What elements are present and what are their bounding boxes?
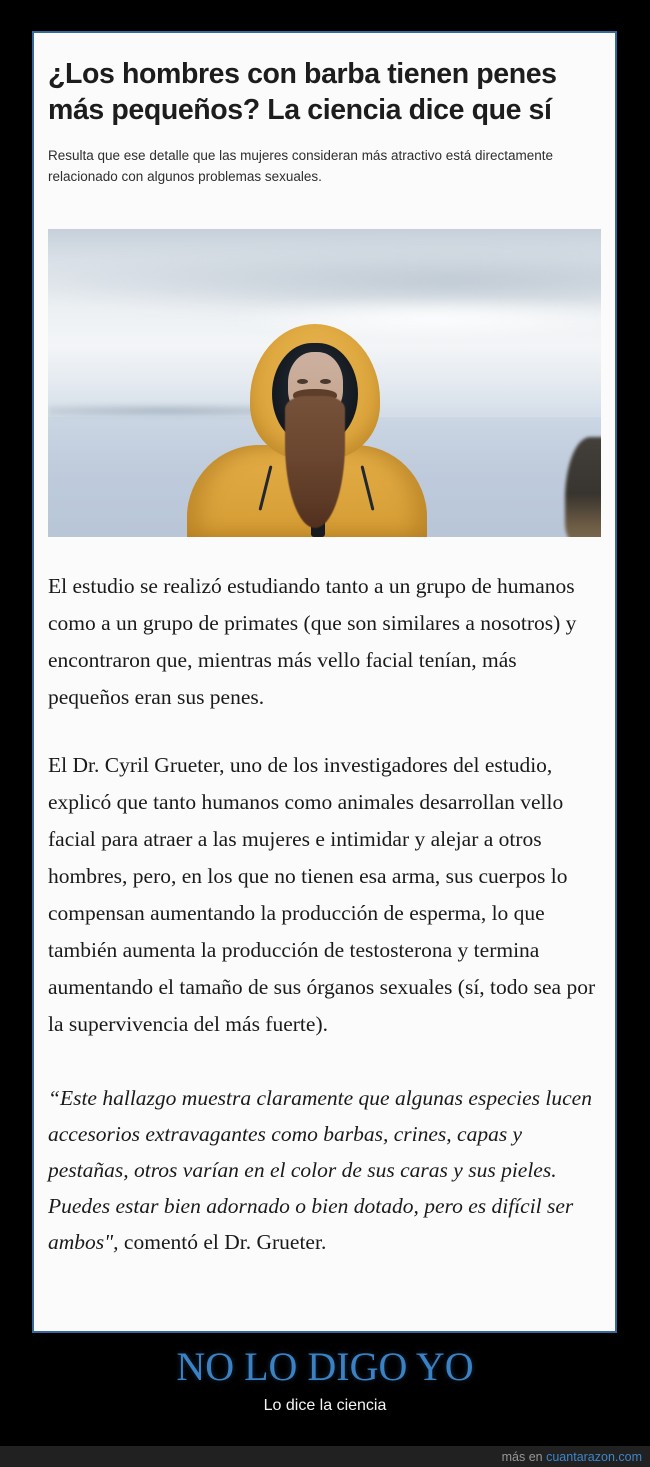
article-headline: ¿Los hombres con barba tienen penes más pequeños? La ciencia dice que sí: [48, 58, 557, 126]
body-paragraph-2: El Dr. Cyril Grueter, uno de los investigadores del estudio, explicó que tanto humanos como animales desarrollan vello facial para atraer a las mujeres e intimidar y alejar a otros hombres, pero, en los que no tienen esa arma, sus cuerpos lo compensan aumentando la producción de esperma, lo que también aumenta la producción de testosterona y termina aumentando el tamaño de sus órganos sexuales (sí, todo sea por la supervivencia del más fuerte).: [48, 753, 596, 1036]
photo-eye-right: [320, 379, 331, 384]
article-photo: [48, 229, 601, 537]
quote-paragraph: [48, 1080, 601, 1260]
watermark-site-link[interactable]: cuantarazon.com: [546, 1449, 642, 1464]
photo-eye-left: [297, 379, 308, 384]
article-card: [32, 31, 617, 1333]
caption-title: NO LO DIGO YO: [176, 1344, 474, 1389]
body-paragraph-1: El estudio se realizó estudiando tanto a un grupo de humanos como a un grupo de primates (que son similares a nosotros) y encontraron que, mientras más vello facial tenían, más pequeños eran sus penes.: [48, 574, 577, 709]
watermark-bar: [0, 1446, 650, 1467]
watermark-prefix: más en: [501, 1449, 547, 1464]
article-subtitle: Resulta que ese detalle que las mujeres consideran más atractivo está directamente relacionado con algunos problemas sexuales.: [48, 148, 554, 184]
quote-attribution: comentó el Dr. Grueter.: [118, 1230, 327, 1254]
quote-text: “Este hallazgo muestra claramente que algunas especies lucen accesorios extravagantes como barbas, crines, capas y pestañas, otros varían en el color de sus caras y sus pieles. Puedes estar bien adornado o bien dotado, pero es difícil ser ambos",: [48, 1086, 592, 1254]
caption-subtitle: Lo dice la ciencia: [263, 1397, 387, 1414]
